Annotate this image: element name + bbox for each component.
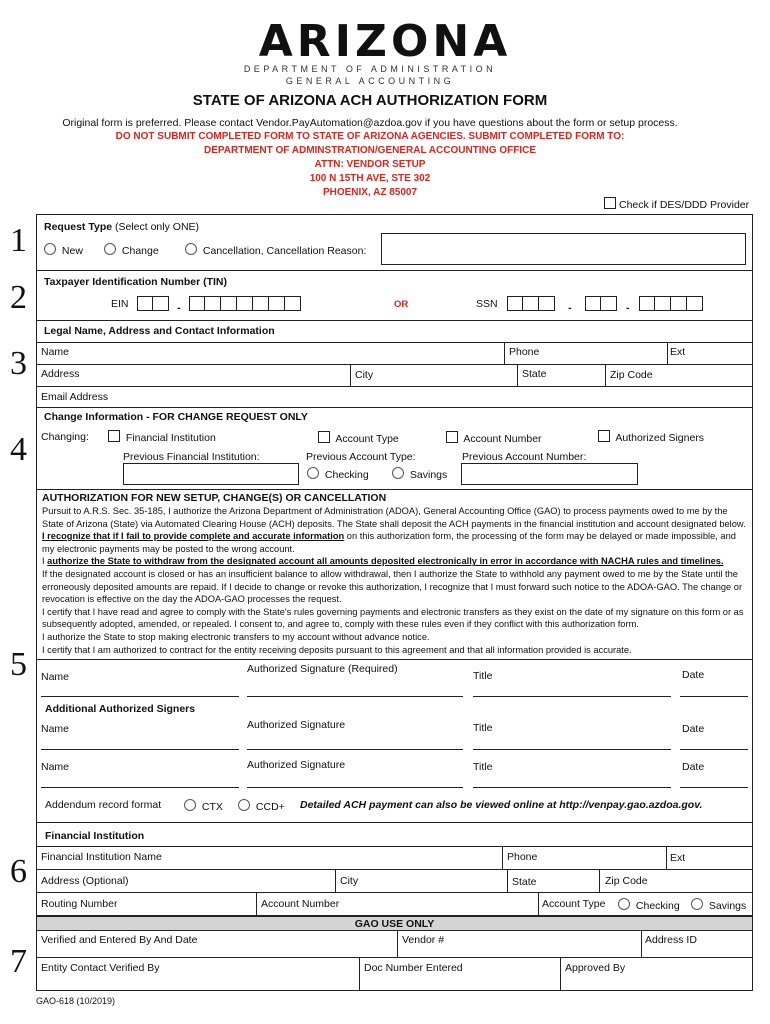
auth-paragraph-4: I certify that I have read and agree to comply with the State's rules governing payments and electronic transfers as they exist on the date of my signature on this form or as subsequently adopted, amended, or repealed. I consent to, and agree to, comply with these rules even if they conflict with this authorization form. [42,606,744,630]
sig-title-label: Title [473,670,493,682]
checkbox-icon[interactable] [108,430,120,442]
prev-checking-option[interactable]: Checking [307,467,369,481]
gao-use-title: GAO USE ONLY [354,918,435,930]
sig-name-label: Name [41,671,70,683]
des-ddd-checkbox[interactable] [604,197,616,209]
add-signer1-name-line[interactable] [41,749,239,750]
sig-title-line[interactable] [473,696,671,697]
prev-type-label: Previous Account Type: [306,451,416,463]
section-number-1: 1 [10,222,27,259]
ext-label: Ext [670,346,686,358]
sig-date-line[interactable] [680,696,748,697]
ctx-option[interactable]: CTX [184,799,223,813]
radio-icon[interactable] [44,243,56,255]
divider [667,342,668,365]
section-number-5: 5 [10,646,27,683]
fi-checking-option[interactable]: Checking [618,898,680,912]
preferred-note: Original form is preferred. Please contact Vendor.PayAutomation@azdoa.gov if you have questions about the form or setup process. [62,117,678,129]
add-signer2-name-label: Name [41,761,70,773]
change-fi-option[interactable]: Financial Institution [108,430,216,444]
divider [36,659,753,660]
ssn-field[interactable]: - - [507,296,703,314]
fi-acct-type-label: Account Type [542,898,606,910]
add-signer2-date-line[interactable] [680,787,748,788]
section-number-6: 6 [10,853,27,890]
radio-icon[interactable] [238,799,250,811]
verified-label: Verified and Entered By And Date [41,934,198,946]
cancellation-reason-field[interactable] [381,233,746,265]
approved-by-label: Approved By [565,962,626,974]
request-type-title: Request Type (Select only ONE) [44,221,200,233]
auth-paragraph-6: I certify that I am authorized to contract for the entity receiving deposits pursuant to this agreement and that all information provided is accurate. [42,644,632,655]
red-instruction-3: ATTN: VENDOR SETUP [314,159,426,170]
radio-icon[interactable] [618,898,630,910]
radio-icon[interactable] [185,243,197,255]
request-cancellation-option[interactable]: Cancellation, Cancellation Reason: [185,243,366,257]
change-acct-num-option[interactable]: Account Number [446,431,542,445]
divider [605,364,606,387]
divider [538,892,539,916]
authorization-text [42,505,748,656]
name-row [36,342,753,365]
add-signer2-date-label: Date [682,761,705,773]
prev-fi-field[interactable] [123,463,299,485]
ssn-label: SSN [476,298,498,310]
fi-ext-label: Ext [670,852,686,864]
auth-sig-required-label: Authorized Signature (Required) [247,663,398,675]
financial-institution-title: Financial Institution [45,830,145,842]
auth-paragraph-2: I authorize the State to withdraw from the designated account all amounts deposited electronically in error in accordance with NACHA rules and timelines. [42,556,724,567]
sig-date-label: Date [682,669,705,681]
section-number-2: 2 [10,279,27,316]
fi-phone-label: Phone [507,851,538,863]
authorization-title: AUTHORIZATION FOR NEW SETUP, CHANGE(S) OR CANCELLATION [42,492,387,504]
radio-icon[interactable] [392,467,404,479]
divider [350,364,351,387]
zip-label: Zip Code [610,369,653,381]
add-signer2-sig-label: Authorized Signature [247,759,346,771]
add-signer2-sig-line[interactable] [247,787,463,788]
dept-line-2: GENERAL ACCOUNTING [285,76,455,86]
tin-title: Taxpayer Identification Number (TIN) [44,276,227,288]
routing-label: Routing Number [41,898,118,910]
change-signers-option[interactable]: Authorized Signers [598,430,704,444]
change-info-title: Change Information - FOR CHANGE REQUEST ONLY [44,411,308,423]
radio-icon[interactable] [691,898,703,910]
add-signer2-title-label: Title [473,761,493,773]
divider [666,846,667,870]
radio-icon[interactable] [184,799,196,811]
auth-paragraph-1: Pursuit to A.R.S. Sec. 35-185, I authorize the Arizona Department of Administration (ADOA), General Accounting Office (GAO) to process payments owed to me by the State of Arizona (State) via Automated Clearing House (ACH) deposits. The State shall deposit the ACH payments in the financial institution and account designated below. I recognize that if I fail to provide complete and accurate information on this authorization form, the processing of the form may be delayed or made impossible, and my electronic payments may be posted to the wrong account. [42,506,746,554]
des-ddd-checkbox-row[interactable] [604,197,749,211]
request-new-option[interactable]: New [44,243,83,257]
add-signer1-date-label: Date [682,723,705,735]
divider [256,892,257,916]
state-label: State [522,368,547,380]
additional-signers-title: Additional Authorized Signers [45,703,196,715]
auth-paragraph-5: I authorize the State to stop making electronic transfers to my account without advance notice. [42,631,430,642]
red-instruction-5: PHOENIX, AZ 85007 [322,187,418,198]
divider [502,846,503,870]
ein-field[interactable]: - [137,296,301,314]
changing-label: Changing: [41,431,89,443]
add-signer2-name-line[interactable] [41,787,239,788]
red-instruction-1: DO NOT SUBMIT COMPLETED FORM TO STATE OF ARIZONA AGENCIES. SUBMIT COMPLETED FORM TO: [115,131,625,142]
add-signer1-name-label: Name [41,723,70,735]
divider [397,930,398,958]
divider [36,822,753,823]
divider [504,342,505,365]
fi-savings-option[interactable]: Savings [691,898,746,912]
red-instruction-2: DEPARTMENT OF ADMINSTRATION/GENERAL ACCOUNTING OFFICE [203,145,537,156]
city-label: City [355,369,374,381]
name-label: Name [41,346,70,358]
divider [359,957,360,991]
address-id-label: Address ID [645,934,697,946]
auth-paragraph-3: If the designated account is closed or has an insufficient balance to allow withdrawal, then I authorize the State to withhold any payment owed to me by the State until the erroneously deposited amounts are repaid. If I decide to change or revoke this authorization, I recognize that I must forward such notice to the ADOA-GAO. The change or revocation is effective on the day the ADOA-GAO processes the request. [42,568,743,605]
divider [335,869,336,893]
prev-num-label: Previous Account Number: [462,451,587,463]
add-signer1-date-line[interactable] [680,749,748,750]
checkbox-icon[interactable] [318,431,330,443]
fi-address-label: Address (Optional) [41,875,129,887]
divider [507,869,508,893]
dept-line-1: DEPARTMENT OF ADMINISTRATION [243,64,497,74]
section-number-7: 7 [10,943,27,980]
contact-verified-label: Entity Contact Verified By [41,962,160,974]
red-instruction-4: 100 N 15TH AVE, STE 302 [309,173,431,184]
des-ddd-label: Check if DES/DDD Provider [619,199,750,211]
section-number-3: 3 [10,345,27,382]
fi-name-label: Financial Institution Name [41,851,162,863]
checkbox-icon[interactable] [598,430,610,442]
form-title: STATE OF ARIZONA ACH AUTHORIZATION FORM [192,92,548,109]
email-label: Email Address [41,391,109,403]
divider [599,869,600,893]
addendum-label: Addendum record format [45,799,162,811]
divider [36,407,753,408]
doc-number-label: Doc Number Entered [364,962,463,974]
radio-icon[interactable] [307,467,319,479]
divider [641,930,642,958]
fi-city-label: City [340,875,359,887]
add-signer2-title-line[interactable] [473,787,671,788]
prev-savings-option[interactable]: Savings [392,467,447,481]
change-acct-type-option[interactable]: Account Type [318,431,399,445]
add-signer1-title-line[interactable] [473,749,671,750]
fi-state-label: State [512,876,537,888]
legal-info-title: Legal Name, Address and Contact Information [44,325,275,337]
add-signer1-title-label: Title [473,722,493,734]
address-label: Address [41,368,80,380]
checkbox-icon[interactable] [446,431,458,443]
prev-num-field[interactable] [461,463,638,485]
sig-name-line[interactable] [41,696,239,697]
arizona-logo: ARIZONA [258,16,512,67]
prev-fi-label: Previous Financial Institution: [123,451,260,463]
vendor-label: Vendor # [402,934,445,946]
add-signer1-sig-label: Authorized Signature [247,719,346,731]
auth-sig-line[interactable] [247,696,463,697]
phone-label: Phone [509,346,540,358]
section-number-4: 4 [10,431,27,468]
request-change-option[interactable]: Change [104,243,159,257]
ccd-option[interactable]: CCD+ [238,799,285,813]
or-label: OR [394,299,409,310]
form-id: GAO-618 (10/2019) [36,996,116,1006]
divider [36,489,753,490]
fi-zip-label: Zip Code [605,875,648,887]
divider [36,320,753,321]
radio-icon[interactable] [104,243,116,255]
divider [560,957,561,991]
account-label: Account Number [261,898,340,910]
divider [517,364,518,387]
online-note: Detailed ACH payment can also be viewed online at http://venpay.gao.azdoa.gov. [300,799,703,811]
divider [36,270,753,271]
ein-label: EIN [111,298,129,310]
add-signer1-sig-line[interactable] [247,749,463,750]
